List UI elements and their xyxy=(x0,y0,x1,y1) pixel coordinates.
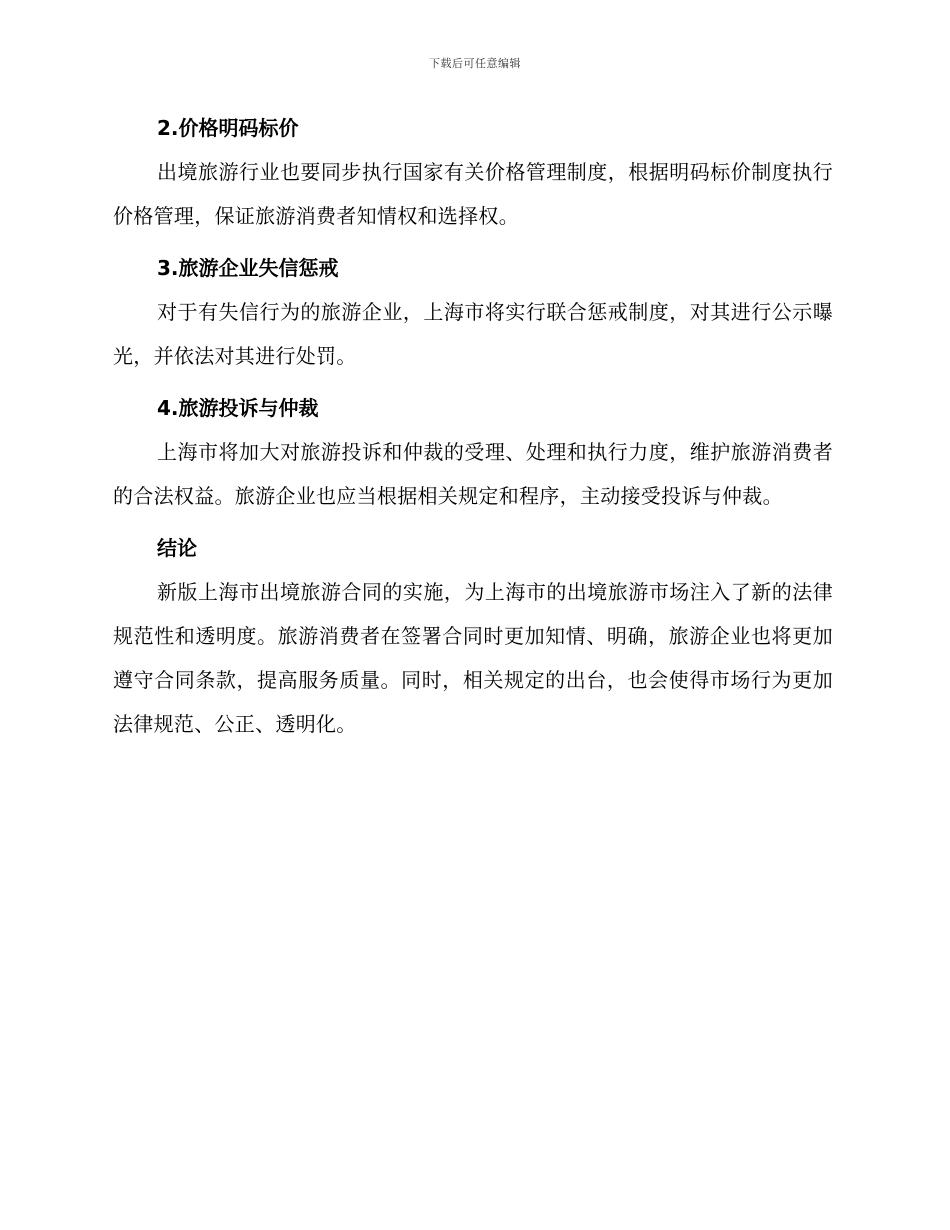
section-complaint-arbitration xyxy=(113,388,833,518)
section-paragraph: 新版上海市出境旅游合同的实施，为上海市的出境旅游市场注入了新的法律规范性和透明度。旅游消费者在签署合同时更加知情、明确，旅游企业也将更加遵守合同条款，提高服务质量。同时，相关规定的出台，也会使得市场行为更加法律规范、公正、透明化。 xyxy=(113,580,833,736)
section-paragraph: 上海市将加大对旅游投诉和仲裁的受理、处理和执行力度，维护旅游消费者的合法权益。旅游企业也应当根据相关规定和程序，主动接受投诉与仲裁。 xyxy=(113,440,833,508)
section-paragraph: 出境旅游行业也要同步执行国家有关价格管理制度，根据明码标价制度执行价格管理，保证旅游消费者知情权和选择权。 xyxy=(113,160,833,228)
section-credit-punishment xyxy=(113,248,833,378)
section-paragraph: 对于有失信行为的旅游企业，上海市将实行联合惩戒制度，对其进行公示曝光，并依法对其进行处罚。 xyxy=(113,300,833,368)
section-price-marking xyxy=(113,108,833,238)
page-header-note: 下载后可任意编辑 xyxy=(429,57,521,70)
section-heading: 2.价格明码标价 xyxy=(157,116,299,140)
section-heading: 4.旅游投诉与仲裁 xyxy=(157,396,319,420)
section-heading: 3.旅游企业失信惩戒 xyxy=(157,256,339,280)
document-body xyxy=(113,108,833,746)
section-heading: 结论 xyxy=(157,536,197,560)
section-conclusion xyxy=(113,528,833,746)
